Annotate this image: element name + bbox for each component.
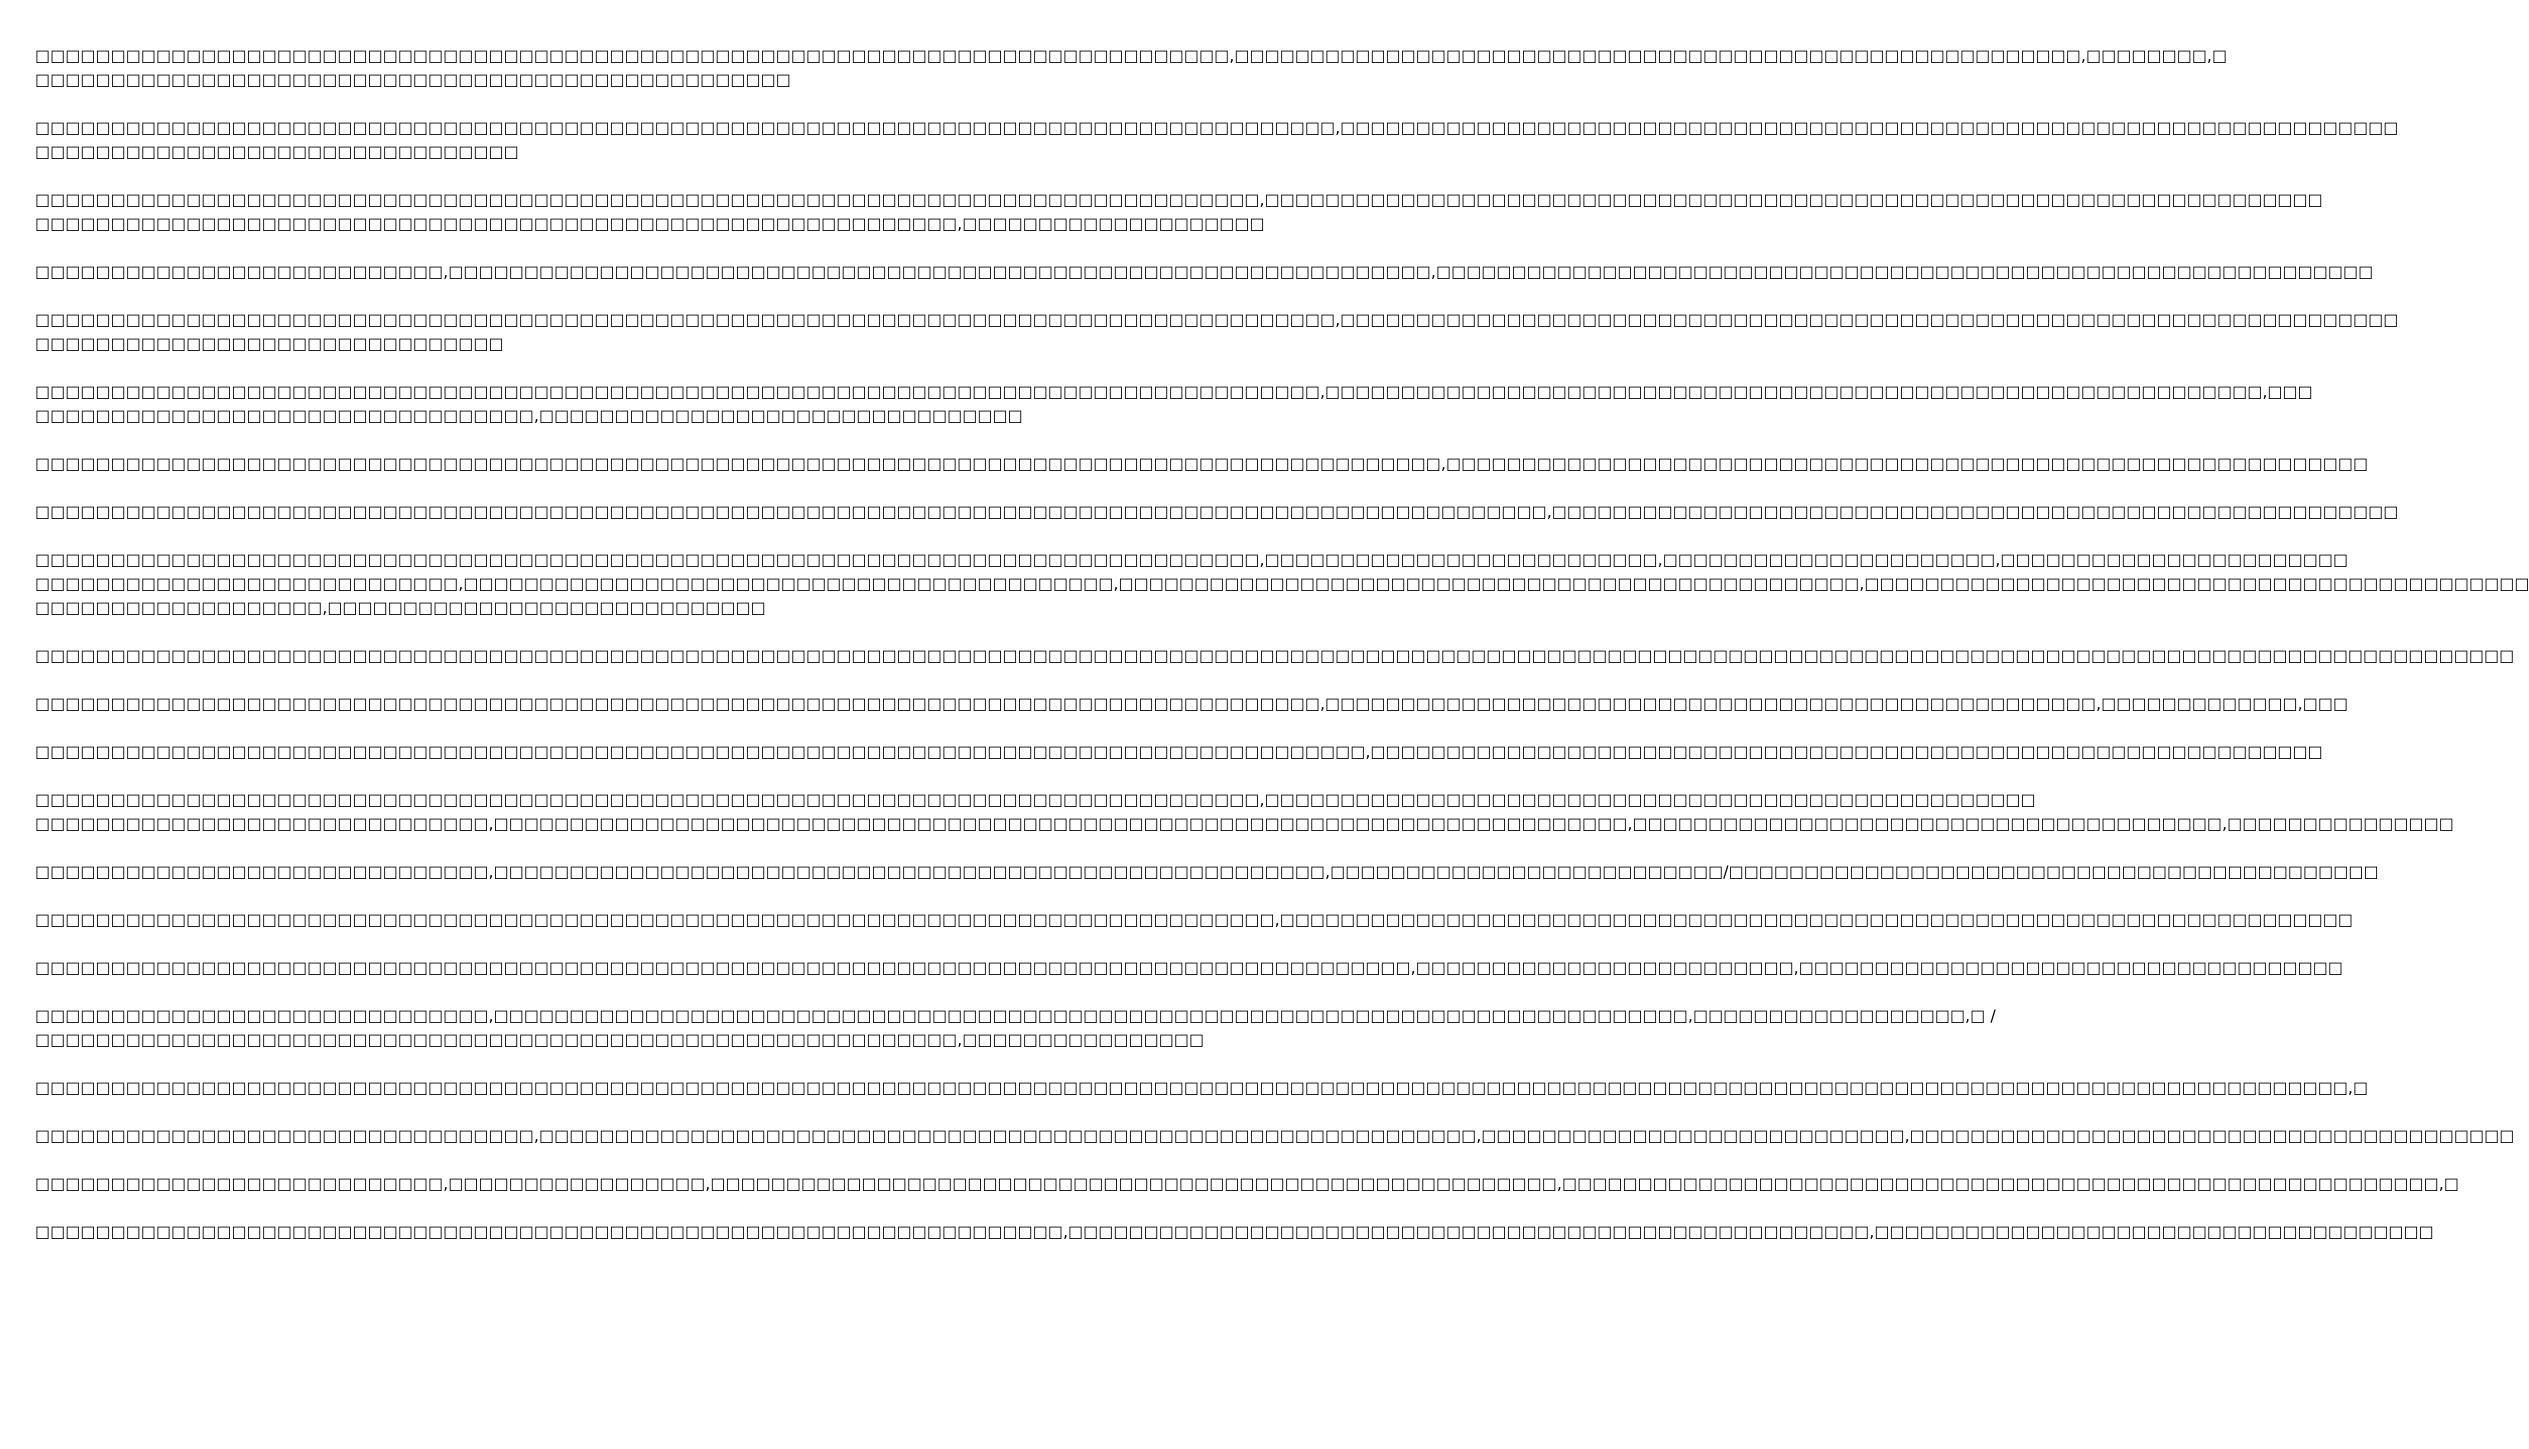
- paragraph: □□□□□□□□□□□□□□□□□□□□□□□□□□□□□□□□□□□□□□□□□□□□□□□□□□□□□□□□□□□□□□□□□□□□□□□□□□□□□□□□□□□□□,□□□□□□□□□□□□□□□□□□□□□□□□□□□□□□□□□□□□□□□□□□□□□□□□□□□□□□□□□□□□□□,□□□ □□□□□□□□□□□□□□□□□□□□□□□□□□□□□□□□□,□□□□□□□□□□□□□□□□□□□□□□□□□□□□□□□□: [35, 382, 2313, 425]
- paragraph: □□□□□□□□□□□□□□□□□□□□□□□□□□□□□□□□□□□□□□□□□□□□□□□□□□□□□□□□□□□□□□□□□□□□□□□□□□□□□□□□□□,□□□□□□□□□□□□□□□□□□□□□□□□□□□□□□□□□□□□□□□□□□□□□□□□□□□□□□□□□□□□□□□□□□□□□□□: [35, 910, 2354, 929]
- paragraph: □□□□□□□□□□□□□□□□□□□□□□□□□□□□□□□□□□□□□□□□□□□□□□□□□□□□□□□□□□□□□□□□□□□□□□□□□□□□□□□□□,□□□□□□□□□□□□□□□□□□□□□□□□□□□□□□□□□□□□□□□□□□□□□□□□□□□ □□□□□□□□□□□□□□□□□□□□□□□□□□□□□□,□□□□□□□□□□□□□□□□□□□□□□□□□□□□□□□□□□□□□□□□□□□□□□□□□□□□□□□□□□□□□□□□□□□□□□□□□□□,□□□□□□□□□□□□□□□□□□□□□□□□□□□□□□□□□□□□□□□,□□□□□□□□□□□□□□□: [35, 790, 2454, 833]
- document-body: [35, 44, 2529, 1268]
- paragraph: □□□□□□□□□□□□□□□□□□□□□□□□□□□□□□□□□□□□□□□□□□□□□□□□□□□□□□□□□□□□□□□□□□□□□□□□□□□□□□□□□□□□□,□□□□□□□□□□□□□□□□□□□□□□□□□□□□□□□□□□□□□□□□□□□□□□□□□□□,□□□□□□□□□□□□□,□□□: [35, 694, 2349, 713]
- paragraph: □□□□□□□□□□□□□□□□□□□□□□□□□□□□□□,□□□□□□□□□□□□□□□□□□□□□□□□□□□□□□□□□□□□□□□□□□□□□□□□□□□□□□□□□□□□□□□□□□□□□□□□□□□□□□□,□□□□□□□□□□□□□□□□□□,□ / □□□□□□□□□□□□□□□□□□□□□□□□□□□□□□□□□□□□□□□□□□□□□□□□□□□□□□□□□□□□□,□□□□□□□□□□□□□□□□: [35, 1006, 1996, 1049]
- paragraph: □□□□□□□□□□□□□□□□□□□□□□□□□□□□□□□□□,□□□□□□□□□□□□□□□□□□□□□□□□□□□□□□□□□□□□□□□□□□□□□□□□□□□□□□□□□□□□□□,□□□□□□□□□□□□□□□□□□□□□□□□□□□□,□□□□□□□□□□□□□□□□□□□□□□□□□□□□□□□□□□□□□□□□: [35, 1126, 2515, 1145]
- paragraph: □□□□□□□□□□□□□□□□□□□□□□□□□□□□□□□□□□□□□□□□□□□□□□□□□□□□□□□□□□□□□□□□□□□□□□□□□□□□□□□□□,□□□□□□□□□□□□□□□□□□□□□□□□□□,□□□□□□□□□□□□□□□□□□□□□□,□□□□□□□□□□□□□□□□□□□□□□□ □□□□□□□□□□□□□□□□□□□□□□□□□□□□,□□□□□□□□□□□□□□□□□□□□□□□□□□□□□□□□□□□□□□□□□□□,□□□□□□□□□□□□□□□□□□□□□□□□□□□□□□□□□□□□□□□□□□□□□□□□□,□□□□□□□□□□□□□□□□□□□□□□□□□□□□□□□□□□□□□□□□□□□□ □□□□□□□□□□□□□□□□□□□,□□□□□□□□□□□□□□□□□□□□□□□□□□□□□: [35, 550, 2529, 617]
- paragraph: □□□□□□□□□□□□□□□□□□□□□□□□□□□□□□□□□□□□□□□□□□□□□□□□□□□□□□□□□□□□□□□□□□□□,□□□□□□□□□□□□□□□□□□□□□□□□□□□□□□□□□□□□□□□□□□□□□□□□□□□□□,□□□□□□□□□□□□□□□□□□□□□□□□□□□□□□□□□□□□□: [35, 1222, 2434, 1241]
- paragraph: □□□□□□□□□□□□□□□□□□□□□□□□□□□,□□□□□□□□□□□□□□□□□□□□□□□□□□□□□□□□□□□□□□□□□□□□□□□□□□□□□□□□□□□□□□□□□,□□□□□□□□□□□□□□□□□□□□□□□□□□□□□□□□□□□□□□□□□□□□□□□□□□□□□□□□□□□□□□: [35, 262, 2374, 281]
- paragraph: □□□□□□□□□□□□□□□□□□□□□□□□□□□□□□□□□□□□□□□□□□□□□□□□□□□□□□□□□□□□□□□□□□□□□□□□□□□□□□□□□□□□□□□□□□□□□,□□□□□□□□□□□□□□□□□□□□□□□□□□□□□□□□□□□□□□□□□□□□□□□□□□□□□□□□□□□□□: [35, 454, 2369, 473]
- paragraph: □□□□□□□□□□□□□□□□□□□□□□□□□□□□□□□□□□□□□□□□□□□□□□□□□□□□□□□□□□□□□□□□□□□□□□□□□□□□□□□□□□□□□□,□□□□□□□□□□□□□□□□□□□□□□□□□□□□□□□□□□□□□□□□□□□□□□□□□□□□□□□□□□□□□□□□□□□□□□ □□□□□□□□□□□□□□□□□□□□□□□□□□□□□□□□: [35, 118, 2399, 161]
- paragraph: □□□□□□□□□□□□□□□□□□□□□□□□□□□□□□□□□□□□□□□□□□□□□□□□□□□□□□□□□□□□□□□□□□□□□□□□□□□□□□□□□□□□□□□□□□□□□□□□□□□□□□□□□□□□□□□□□□□□□□□□□□□□□□□□□□□□□□□□□□□□□□□□□□□□□□□□□□□□□□□□□□□□: [35, 646, 2515, 665]
- paragraph: □□□□□□□□□□□□□□□□□□□□□□□□□□□,□□□□□□□□□□□□□□□□□,□□□□□□□□□□□□□□□□□□□□□□□□□□□□□□□□□□□□□□□□□□□□□□□□□□□□□□□□,□□□□□□□□□□□□□□□□□□□□□□□□□□□□□□□□□□□□□□□□□□□□□□□□□□□□□□□□□□,□: [35, 1174, 2459, 1193]
- paragraph: □□□□□□□□□□□□□□□□□□□□□□□□□□□□□□□□□□□□□□□□□□□□□□□□□□□□□□□□□□□□□□□□□□□□□□□□□□□□□□□□□□□□□□,□□□□□□□□□□□□□□□□□□□□□□□□□□□□□□□□□□□□□□□□□□□□□□□□□□□□□□□□□□□□□□□□□□□□□□ □□□□□□□□□□□□□□□□□□□□□□□□□□□□□□□: [35, 310, 2399, 353]
- paragraph: □□□□□□□□□□□□□□□□□□□□□□□□□□□□□□□□□□□□□□□□□□□□□□□□□□□□□□□□□□□□□□□□□□□□□□□□□□□□□□□□□□□□□□□□□□□□□□□□□□□□,□□□□□□□□□□□□□□□□□□□□□□□□□□□□□□□□□□□□□□□□□□□□□□□□□□□□□□□□: [35, 502, 2399, 521]
- paragraph: □□□□□□□□□□□□□□□□□□□□□□□□□□□□□□□□□□□□□□□□□□□□□□□□□□□□□□□□□□□□□□□□□□□□□□□□□□□□□□□,□□□□□□□□□□□□□□□□□□□□□□□□□□□□□□□□□□□□□□□□□□□□□□□□□□□□□□□□,□□□□□□□□,□ □□□□□□□□□□□□□□□□□□□□□□□□□□□□□□□□□□□□□□□□□□□□□□□□□□: [35, 46, 2228, 89]
- paragraph: □□□□□□□□□□□□□□□□□□□□□□□□□□□□□□□□□□□□□□□□□□□□□□□□□□□□□□□□□□□□□□□□□□□□□□□□□□□□□□□□□,□□□□□□□□□□□□□□□□□□□□□□□□□□□□□□□□□□□□□□□□□□□□□□□□□□□□□□□□□□□□□□□□□□□□□□ □□□□□□□□□□□□□□□□□□□□□□□□□□□□□□□□□□□□□□□□□□□□□□□□□□□□□□□□□□□□□,□□□□□□□□□□□□□□□□□□□□: [35, 190, 2323, 233]
- paragraph: □□□□□□□□□□□□□□□□□□□□□□□□□□□□□□,□□□□□□□□□□□□□□□□□□□□□□□□□□□□□□□□□□□□□□□□□□□□□□□□□□□□□□□,□□□□□□□□□□□□□□□□□□□□□□□□□□/□□□□□□□□□□□□□□□□□□□□□□□□□□□□□□□□□□□□□□□□□□□: [35, 862, 2379, 881]
- paragraph: □□□□□□□□□□□□□□□□□□□□□□□□□□□□□□□□□□□□□□□□□□□□□□□□□□□□□□□□□□□□□□□□□□□□□□□□□□□□□□□□□□□□□□□□,□□□□□□□□□□□□□□□□□□□□□□□□□□□□□□□□□□□□□□□□□□□□□□□□□□□□□□□□□□□□□□□: [35, 742, 2323, 761]
- paragraph: □□□□□□□□□□□□□□□□□□□□□□□□□□□□□□□□□□□□□□□□□□□□□□□□□□□□□□□□□□□□□□□□□□□□□□□□□□□□□□□□□□□□□□□□□□□□□□□□□□□□□□□□□□□□□□□□□□□□□□□□□□□□□□□□□□□□□□□□□□□□□□□□□□□□□□□□□,□: [35, 1078, 2369, 1097]
- paragraph: □□□□□□□□□□□□□□□□□□□□□□□□□□□□□□□□□□□□□□□□□□□□□□□□□□□□□□□□□□□□□□□□□□□□□□□□□□□□□□□□□□□□□□□□□□□,□□□□□□□□□□□□□□□□□□□□□□□□□,□□□□□□□□□□□□□□□□□□□□□□□□□□□□□□□□□□□□: [35, 958, 2343, 977]
